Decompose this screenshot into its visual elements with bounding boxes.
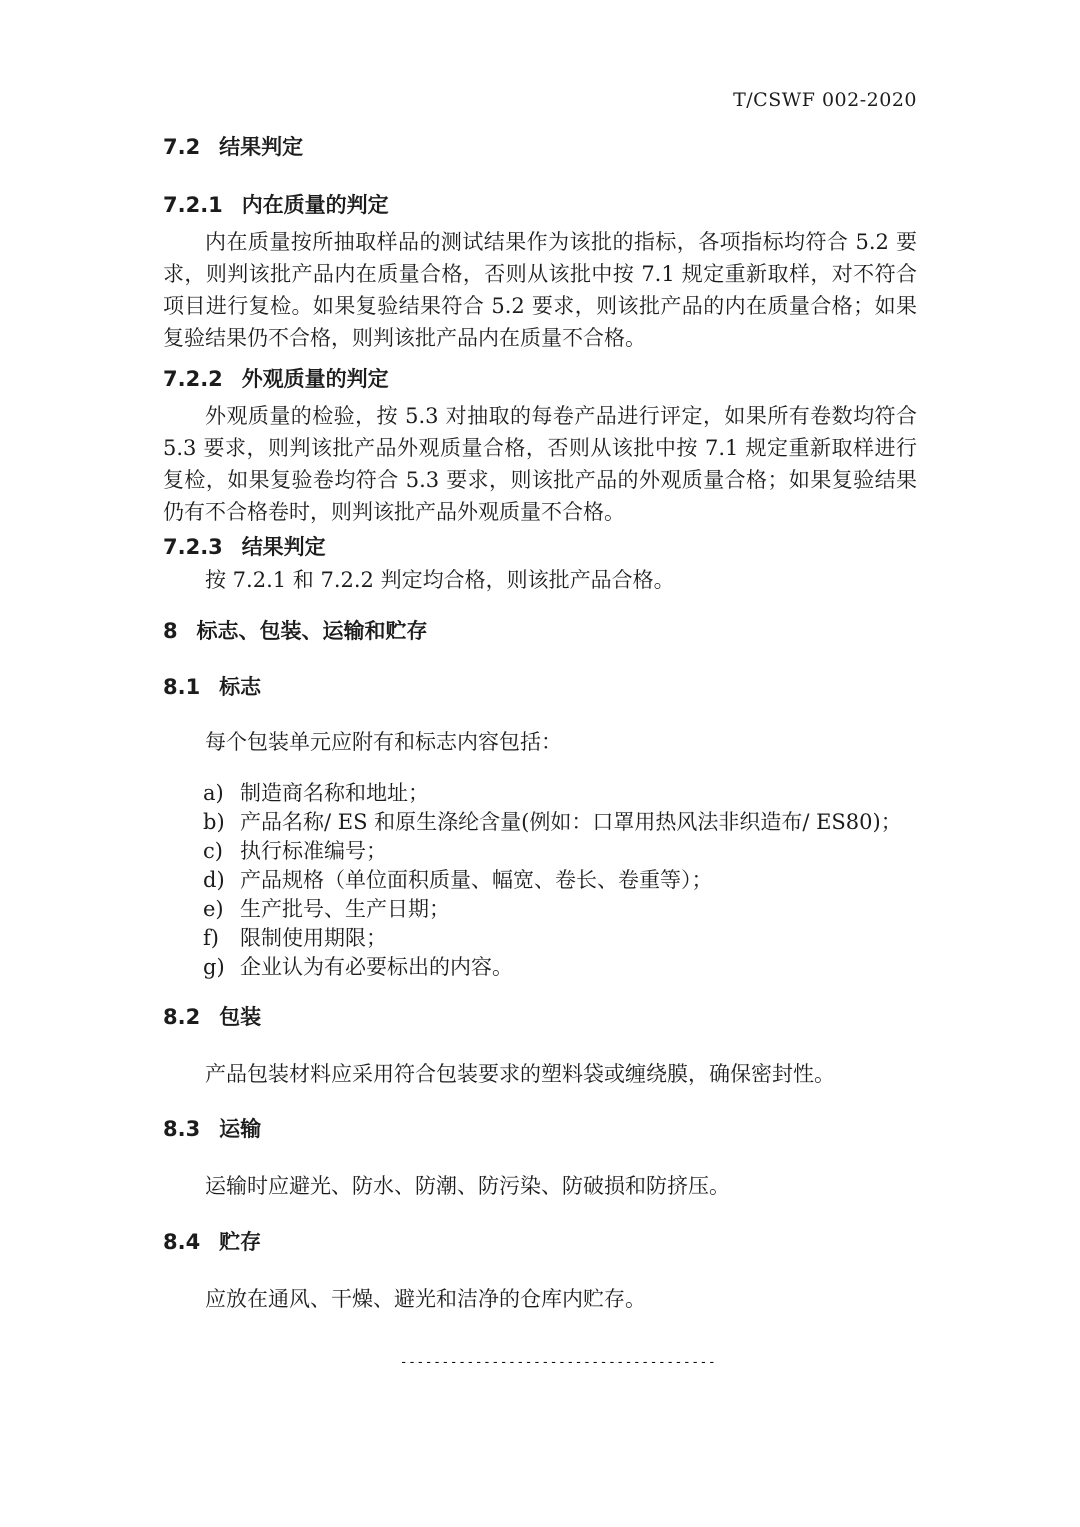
section-title: 标志、包装、运输和贮存	[196, 619, 428, 643]
list-item	[203, 808, 917, 837]
section-heading-7-2-2	[163, 366, 917, 392]
paragraph-7-2-1: 内在质量按所抽取样品的测试结果作为该批的指标，各项指标均符合 5.2 要求，则判该批产品内在质量合格，否则从该批中按 7.1 规定重新取样，对不符合项目进行复检。如果复验结果符合 5.2 要求，则该批产品的内在质量合格；如果复验结果仍不合格，则判该批产品内在质量不合格。	[163, 230, 917, 350]
marking-list-intro: 每个包装单元应附有和标志内容包括：	[205, 730, 562, 754]
paragraph-7-2-3: 按 7.2.1 和 7.2.2 判定均合格，则该批产品合格。	[205, 568, 675, 592]
section-number: 8.1	[163, 675, 201, 699]
section-title: 运输	[219, 1117, 262, 1141]
section-title: 贮存	[219, 1230, 262, 1254]
list-item-text: 生产批号、生产日期；	[240, 897, 450, 921]
section-number: 7.2.2	[163, 367, 223, 391]
list-item	[203, 895, 917, 924]
section-title: 标志	[219, 675, 262, 699]
section-title: 内在质量的判定	[241, 193, 389, 217]
list-item-label: f)	[203, 926, 219, 950]
paragraph-7-2-2: 外观质量的检验，按 5.3 对抽取的每卷产品进行评定，如果所有卷数均符合 5.3 要求，则判该批产品外观质量合格，否则从该批中按 7.1 规定重新取样进行复检，如果复验卷均符合 5.3 要求，则该批产品的外观质量合格；如果复验结果仍有不合格卷时，则判该批产品外观质量不合格。	[163, 404, 917, 524]
list-item	[203, 779, 917, 808]
list-item	[203, 953, 917, 982]
section-title: 结果判定	[241, 535, 326, 559]
section-number: 8.2	[163, 1005, 201, 1029]
list-item-label: c)	[203, 839, 223, 863]
paragraph-8-2: 产品包装材料应采用符合包装要求的塑料袋或缠绕膜，确保密封性。	[205, 1062, 835, 1086]
list-item-label: d)	[203, 868, 225, 892]
list-item-label: e)	[203, 897, 224, 921]
section-number: 8.3	[163, 1117, 201, 1141]
section-heading-8-2	[163, 1004, 917, 1030]
paragraph-8-3: 运输时应避光、防水、防潮、防污染、防破损和防挤压。	[205, 1174, 730, 1198]
list-item-text: 制造商名称和地址；	[240, 781, 429, 805]
section-heading-7-2-1	[163, 192, 917, 218]
list-item-text: 限制使用期限；	[240, 926, 387, 950]
list-item	[203, 866, 917, 895]
section-heading-8-1	[163, 674, 917, 700]
section-title: 结果判定	[219, 135, 304, 159]
section-number: 7.2.3	[163, 535, 223, 559]
list-item-label: a)	[203, 781, 224, 805]
section-heading-8-4	[163, 1229, 917, 1255]
end-of-document-dashed-divider: --------------------------------------	[399, 1355, 717, 1370]
list-item-text: 执行标准编号；	[240, 839, 387, 863]
section-heading-8	[163, 618, 917, 644]
doc-number-header: T/CSWF 002-2020	[733, 89, 917, 111]
list-item-label: b)	[203, 810, 225, 834]
list-item-text: 企业认为有必要标出的内容。	[240, 955, 513, 979]
list-item-text: 产品规格（单位面积质量、幅宽、卷长、卷重等）；	[240, 868, 713, 892]
paragraph-8-4: 应放在通风、干燥、避光和洁净的仓库内贮存。	[205, 1287, 646, 1311]
section-number: 7.2.1	[163, 193, 223, 217]
list-item-text: 产品名称/ ES 和原生涤纶含量(例如：口罩用热风法非织造布/ ES80)；	[240, 810, 902, 834]
section-number: 7.2	[163, 135, 201, 159]
list-item	[203, 924, 917, 953]
section-title: 包装	[219, 1005, 262, 1029]
section-heading-7-2-3	[163, 534, 917, 560]
list-item-label: g)	[203, 955, 225, 979]
marking-list	[163, 779, 917, 982]
section-heading-7-2	[163, 134, 917, 160]
section-number: 8.4	[163, 1230, 201, 1254]
section-heading-8-3	[163, 1116, 917, 1142]
list-item	[203, 837, 917, 866]
section-title: 外观质量的判定	[241, 367, 389, 391]
section-number: 8	[163, 619, 178, 643]
